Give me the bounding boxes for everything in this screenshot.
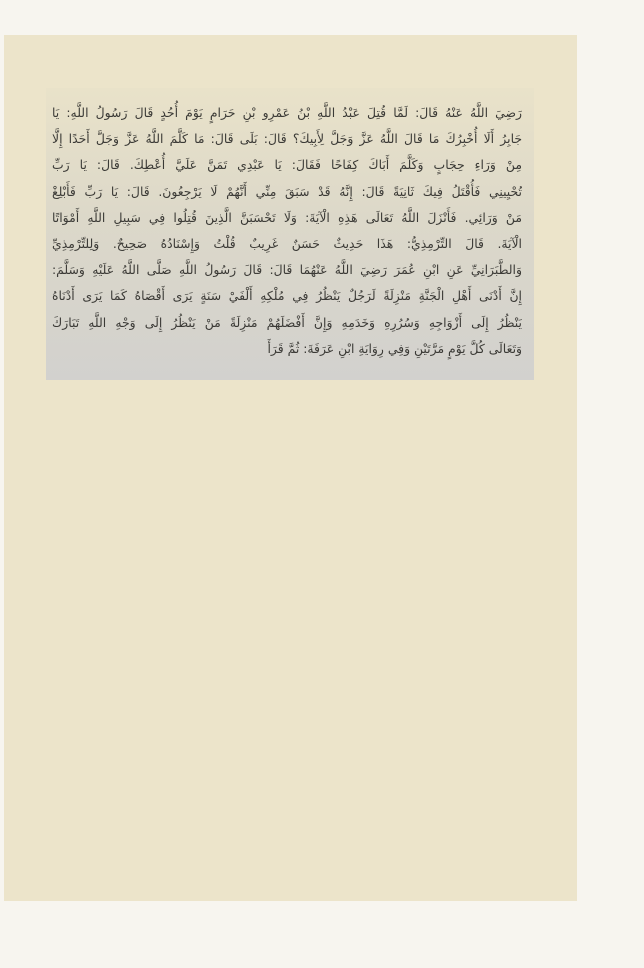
- text-line: إِنَّ أَدْنَى أَهْلِ الْجَنَّةِ مَنْزِلَةً لَرَجُلٌ يَنْظُرُ فِي مُلْكِهِ أَلْفَيْ سَنَةٍ يَرَى أَقْصَاهُ كَمَا يَرَى أَدْنَاهُ: [52, 288, 522, 304]
- highlighted-text-block: [46, 88, 534, 380]
- text-line: تُحْيِينِي فَأُقْتَلُ فِيكَ ثَانِيَةً قَالَ: إِنَّهُ قَدْ سَبَقَ مِنِّي أَنَّهُمْ لَا يَرْجِعُونَ. قَالَ: يَا رَبِّ فَأَبْلِغْ: [52, 183, 522, 199]
- text-line: جَابِرُ أَلَا أُخْبِرُكَ مَا قَالَ اللَّهُ عَزَّ وَجَلَّ لِأَبِيكَ؟ قَالَ: بَلَى قَالَ: مَا كَلَّمَ اللَّهُ عَزَّ وَجَلَّ أَحَدًا إِلَّا: [52, 131, 522, 147]
- text-line: الْآيَةَ. قَالَ التِّرْمِذِيُّ: هَذَا حَدِيثٌ حَسَنٌ غَرِيبٌ قُلْتُ وَإِسْنَادُهُ صَحِيحٌ. وَلِلتِّرْمِذِيِّ: [52, 235, 522, 251]
- text-line: مَنْ وَرَائِي. فَأَنْزَلَ اللَّهُ تَعَالَى هَذِهِ الْآيَةَ: وَلَا تَحْسَبَنَّ الَّذِينَ قُتِلُوا فِي سَبِيلِ اللَّهِ أَمْوَاتًا: [52, 209, 522, 225]
- text-line: يَنْظُرُ إِلَى أَزْوَاجِهِ وَسُرُرِهِ وَخَدَمِهِ وَإِنَّ أَفْضَلَهُمْ مَنْزِلَةً مَنْ يَنْظُرُ إِلَى وَجْهِ اللَّهِ تَبَارَكَ: [52, 314, 522, 330]
- document-page: [4, 35, 577, 901]
- text-line: وَتَعَالَى كُلَّ يَوْمٍ مَرَّتَيْنِ وَفِي رِوَايَةِ ابْنِ عَرَفَةَ: ثُمَّ قَرَأَ: [267, 340, 522, 356]
- text-line: رَضِيَ اللَّهُ عَنْهُ قَالَ: لَمَّا قُتِلَ عَبْدُ اللَّهِ بْنُ عَمْرِو بْنِ حَرَامٍ يَوْمَ أُحُدٍ قَالَ رَسُولُ اللَّهِ: يَا: [52, 105, 522, 120]
- text-line: وَالطَّبَرَانِيِّ عَنِ ابْنِ عُمَرَ رَضِيَ اللَّهُ عَنْهُمَا قَالَ: قَالَ رَسُولُ اللَّهِ صَلَّى اللَّهُ عَلَيْهِ وَسَلَّمَ:: [52, 262, 522, 278]
- text-line: مِنْ وَرَاءِ حِجَابٍ وَكَلَّمَ أَبَاكَ كِفَاحًا فَقَالَ: يَا عَبْدِي تَمَنَّ عَلَيَّ أُعْطِكَ. قَالَ: يَا رَبِّ: [52, 157, 522, 173]
